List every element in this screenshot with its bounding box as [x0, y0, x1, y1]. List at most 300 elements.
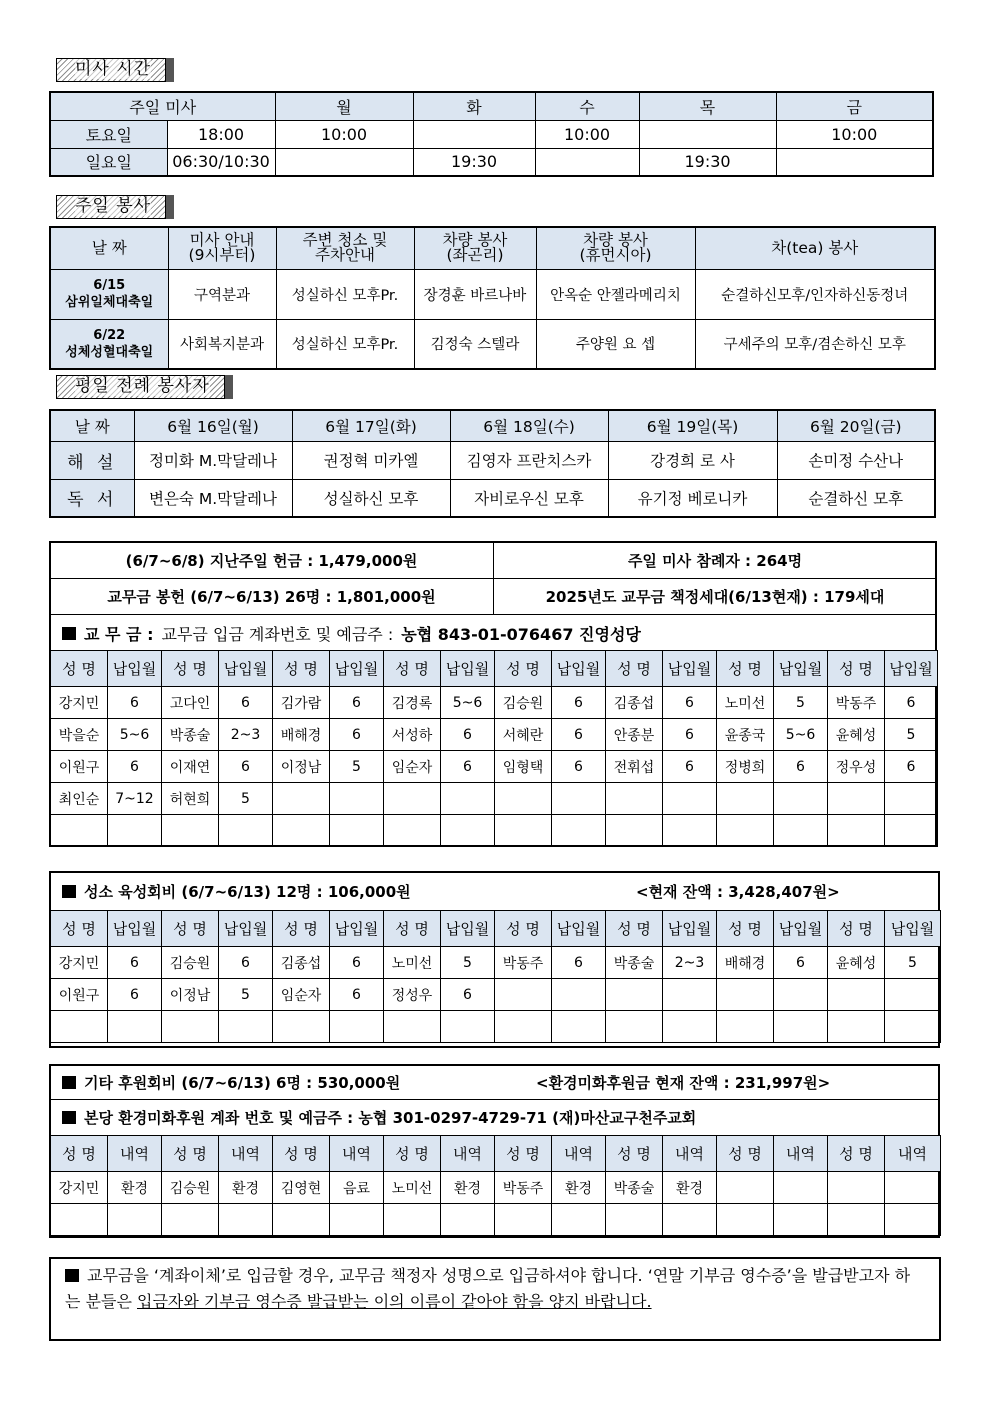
table-row	[51, 687, 938, 719]
other-name-cell	[495, 1204, 552, 1236]
tithe-name-cell	[606, 783, 663, 815]
tithe-header: 납입월	[108, 651, 162, 687]
mass-cell	[639, 120, 776, 148]
mass-cell	[535, 148, 639, 176]
tithe-name-cell: 정우성	[828, 751, 885, 783]
other-account-line: 본당 환경미화후원 계좌 번호 및 예금주 : 농협 301-0297-4729-71 (재)마산교구천주교회	[62, 1100, 696, 1135]
tithe-name-cell	[828, 783, 885, 815]
tithe-name-cell	[828, 815, 885, 847]
service-cell: 순결하신모후/인자하신동정녀	[695, 269, 935, 319]
square-bullet-icon	[62, 885, 76, 898]
tithe-name-cell	[273, 783, 330, 815]
weekday-role: 독 서	[50, 479, 134, 517]
other-table	[50, 1135, 941, 1236]
tithe-value-cell: 6	[330, 719, 384, 751]
tithe-header: 성 명	[51, 651, 108, 687]
other-header: 내역	[552, 1136, 606, 1172]
tithe-header: 성 명	[495, 651, 552, 687]
holy-header: 성 명	[273, 911, 330, 947]
tithe-header: 납입월	[441, 651, 495, 687]
service-cell: 성실하신 모후Pr.	[276, 319, 414, 369]
tithe-value-cell: 6	[219, 687, 273, 719]
tithe-name-cell: 이재연	[162, 751, 219, 783]
holy-name-cell: 김종섭	[273, 947, 330, 979]
holy-header: 납입월	[219, 911, 273, 947]
holy-name-cell	[51, 1011, 108, 1043]
tithe-name-cell	[495, 783, 552, 815]
tithe-value-cell	[885, 783, 938, 815]
other-value-cell: 환경	[663, 1172, 717, 1204]
other-header: 내역	[774, 1136, 828, 1172]
tithe-name-cell	[384, 783, 441, 815]
mass-cell	[413, 120, 535, 148]
weekday-header: 6월 19일(목)	[608, 410, 777, 441]
holy-value-cell: 6	[108, 947, 162, 979]
other-value-cell: 환경	[441, 1172, 495, 1204]
holy-value-cell	[885, 979, 941, 1011]
mass-row-label: 일요일	[50, 148, 167, 176]
tithe-header: 납입월	[885, 651, 938, 687]
tithe-name-cell: 박을순	[51, 719, 108, 751]
table-row	[51, 815, 938, 847]
holy-table	[50, 910, 941, 1043]
holy-value-cell	[552, 1011, 606, 1043]
tithe-value-cell	[441, 815, 495, 847]
other-name-cell	[717, 1172, 774, 1204]
holy-value-cell: 6	[441, 979, 495, 1011]
mass-time-table	[49, 91, 934, 177]
tithe-name-cell: 안종분	[606, 719, 663, 751]
weekday-service-title: 평일 전례 봉사자	[56, 375, 225, 399]
holy-header: 납입월	[441, 911, 495, 947]
tithe-value-cell	[330, 783, 384, 815]
table-row	[51, 979, 941, 1011]
table-row	[51, 1011, 941, 1043]
weekday-cell: 권정혁 미카엘	[292, 441, 450, 479]
notice-underlined-text: 입금자와 기부금 영수증 발급받는 이의 이름이 같아야 함을 양지 바랍니다.	[137, 1292, 652, 1311]
mass-row-label: 토요일	[50, 120, 167, 148]
tithe-value-cell	[219, 815, 273, 847]
tithe-name-cell: 서혜란	[495, 719, 552, 751]
household-count: 2025년도 교무금 책정세대(6/13현재) : 179세대	[493, 578, 937, 615]
weekday-header: 6월 20일(금)	[777, 410, 935, 441]
holy-name-cell: 박동주	[495, 947, 552, 979]
holy-title-line: 성소 육성회비 (6/7~6/13) 12명 : 106,000원	[62, 873, 411, 909]
holy-name-cell: 배해경	[717, 947, 774, 979]
mass-cell: 10:00	[275, 120, 413, 148]
tithe-name-cell	[384, 815, 441, 847]
notice-box	[49, 1257, 941, 1341]
tithe-name-cell: 김경록	[384, 687, 441, 719]
table-row	[51, 751, 938, 783]
holy-value-cell	[552, 979, 606, 1011]
service-header: 주변 청소 및 주차안내	[276, 227, 414, 269]
holy-header: 성 명	[606, 911, 663, 947]
mass-cell: 18:00	[167, 120, 275, 148]
table-row	[51, 1172, 941, 1204]
other-header: 성 명	[606, 1136, 663, 1172]
tithe-value-cell: 2~3	[219, 719, 273, 751]
weekday-header: 6월 16일(월)	[134, 410, 292, 441]
tithe-name-cell: 이원구	[51, 751, 108, 783]
holy-name-cell: 김승원	[162, 947, 219, 979]
weekday-role: 해 설	[50, 441, 134, 479]
attendance-summary: 주일 미사 참례자 : 264명	[493, 541, 937, 579]
other-value-cell	[774, 1172, 828, 1204]
tithe-value-cell	[774, 815, 828, 847]
other-value-cell	[663, 1204, 717, 1236]
tithe-name-cell: 이정남	[273, 751, 330, 783]
holy-header: 납입월	[885, 911, 941, 947]
holy-header: 납입월	[663, 911, 717, 947]
holy-value-cell: 2~3	[663, 947, 717, 979]
tithe-header: 성 명	[384, 651, 441, 687]
tithe-value-cell: 5~6	[441, 687, 495, 719]
holy-name-cell: 강지민	[51, 947, 108, 979]
tithe-name-cell	[606, 815, 663, 847]
table-row	[51, 1204, 941, 1236]
holy-header: 납입월	[552, 911, 606, 947]
tithe-name-cell: 김승원	[495, 687, 552, 719]
tithe-table	[50, 650, 938, 847]
holy-value-cell	[663, 1011, 717, 1043]
other-name-cell	[384, 1204, 441, 1236]
tithe-value-cell: 6	[774, 751, 828, 783]
tithe-name-cell	[495, 815, 552, 847]
tithe-header: 납입월	[219, 651, 273, 687]
mass-cell: 19:30	[639, 148, 776, 176]
holy-header: 성 명	[717, 911, 774, 947]
other-header: 성 명	[51, 1136, 108, 1172]
holy-value-cell	[219, 1011, 273, 1043]
other-value-cell	[441, 1204, 495, 1236]
other-header: 성 명	[828, 1136, 885, 1172]
service-cell: 사회복지분과	[168, 319, 276, 369]
other-name-cell	[717, 1204, 774, 1236]
holy-value-cell: 5	[885, 947, 941, 979]
holy-name-cell	[495, 979, 552, 1011]
other-name-cell: 강지민	[51, 1172, 108, 1204]
service-header: 미사 안내 (9시부터)	[168, 227, 276, 269]
other-value-cell: 환경	[108, 1172, 162, 1204]
tithe-header: 납입월	[552, 651, 606, 687]
tithe-value-cell	[663, 783, 717, 815]
other-header: 내역	[441, 1136, 495, 1172]
holy-value-cell	[663, 979, 717, 1011]
tithe-value-cell	[108, 815, 162, 847]
other-name-cell	[606, 1204, 663, 1236]
tithe-value-cell	[774, 783, 828, 815]
holy-value-cell: 6	[552, 947, 606, 979]
tithe-value-cell: 6	[108, 687, 162, 719]
tithe-value-cell: 5~6	[774, 719, 828, 751]
tithe-name-cell: 강지민	[51, 687, 108, 719]
tithe-name-cell: 윤종국	[717, 719, 774, 751]
other-name-cell: 박동주	[495, 1172, 552, 1204]
tithe-value-cell	[663, 815, 717, 847]
holy-name-cell: 노미선	[384, 947, 441, 979]
tithe-header: 성 명	[717, 651, 774, 687]
holy-name-cell	[717, 1011, 774, 1043]
tithe-value-cell: 6	[108, 751, 162, 783]
service-cell: 장경훈 바르나바	[414, 269, 536, 319]
tithe-name-cell: 고다인	[162, 687, 219, 719]
mass-section-title: 미사 시간	[56, 58, 166, 82]
tithe-value-cell	[330, 815, 384, 847]
holy-value-cell	[441, 1011, 495, 1043]
tithe-name-cell: 임순자	[384, 751, 441, 783]
other-value-cell	[108, 1204, 162, 1236]
tithe-name-cell: 김가람	[273, 687, 330, 719]
other-header: 성 명	[273, 1136, 330, 1172]
tithe-value-cell: 6	[330, 687, 384, 719]
mass-cell	[776, 148, 933, 176]
other-balance: <환경미화후원금 현재 잔액 : 231,997원>	[536, 1074, 831, 1092]
mass-cell	[275, 148, 413, 176]
weekday-cell: 정미화 M.막달레나	[134, 441, 292, 479]
holy-value-cell	[774, 1011, 828, 1043]
other-name-cell	[162, 1204, 219, 1236]
tithe-value-cell: 6	[885, 751, 938, 783]
tithe-name-cell: 박종술	[162, 719, 219, 751]
tithe-name-cell	[717, 783, 774, 815]
service-cell: 구세주의 모후/겸손하신 모후	[695, 319, 935, 369]
other-value-cell	[552, 1204, 606, 1236]
holy-header: 납입월	[330, 911, 384, 947]
tithe-value-cell: 6	[552, 719, 606, 751]
other-value-cell	[330, 1204, 384, 1236]
other-value-cell: 음료	[330, 1172, 384, 1204]
square-bullet-icon	[62, 627, 76, 640]
tithe-value-cell	[885, 815, 938, 847]
tithe-name-cell: 배해경	[273, 719, 330, 751]
holy-name-cell	[384, 1011, 441, 1043]
weekday-cell: 김영자 프란치스카	[450, 441, 608, 479]
other-header: 내역	[219, 1136, 273, 1172]
holy-value-cell: 5	[441, 947, 495, 979]
weekday-header: 날 짜	[50, 410, 134, 441]
tithe-name-cell: 김종섭	[606, 687, 663, 719]
service-header: 날 짜	[50, 227, 168, 269]
weekday-cell: 강경희 로 사	[608, 441, 777, 479]
tithe-header: 성 명	[273, 651, 330, 687]
table-row	[51, 783, 938, 815]
weekday-cell: 손미정 수산나	[777, 441, 935, 479]
other-value-cell	[774, 1204, 828, 1236]
tithe-header: 성 명	[828, 651, 885, 687]
other-name-cell: 김승원	[162, 1172, 219, 1204]
tithe-header: 납입월	[330, 651, 384, 687]
other-name-cell	[828, 1172, 885, 1204]
service-header: 차(tea) 봉사	[695, 227, 935, 269]
weekday-cell: 순결하신 모후	[777, 479, 935, 517]
tithe-name-cell: 임형택	[495, 751, 552, 783]
offering-summary: (6/7~6/8) 지난주일 헌금 : 1,479,000원	[49, 541, 494, 579]
tithe-value-cell: 6	[219, 751, 273, 783]
service-cell: 구역분과	[168, 269, 276, 319]
tithe-value-cell: 5~6	[108, 719, 162, 751]
holy-header: 성 명	[495, 911, 552, 947]
service-cell: 안옥순 안젤라메리치	[536, 269, 695, 319]
holy-value-cell: 6	[774, 947, 828, 979]
tithe-value-cell	[441, 783, 495, 815]
other-header: 성 명	[717, 1136, 774, 1172]
mass-header: 화	[413, 92, 535, 120]
holy-name-cell: 임순자	[273, 979, 330, 1011]
tithe-name-cell: 허현희	[162, 783, 219, 815]
other-header: 내역	[108, 1136, 162, 1172]
tithe-value-cell: 6	[441, 719, 495, 751]
other-name-cell: 박종술	[606, 1172, 663, 1204]
other-name-cell: 노미선	[384, 1172, 441, 1204]
tithe-name-cell: 윤혜성	[828, 719, 885, 751]
other-header: 성 명	[384, 1136, 441, 1172]
holy-value-cell: 6	[108, 979, 162, 1011]
other-value-cell: 환경	[219, 1172, 273, 1204]
service-cell: 주양원 요 셉	[536, 319, 695, 369]
tithe-value-cell: 5	[219, 783, 273, 815]
weekday-header: 6월 18일(수)	[450, 410, 608, 441]
tithe-value-cell: 6	[552, 687, 606, 719]
holy-name-cell	[162, 1011, 219, 1043]
holy-header: 성 명	[384, 911, 441, 947]
holy-value-cell	[108, 1011, 162, 1043]
holy-value-cell	[774, 979, 828, 1011]
tithe-value-cell: 6	[552, 751, 606, 783]
tithe-header: 납입월	[774, 651, 828, 687]
holy-name-cell: 이원구	[51, 979, 108, 1011]
tithe-value-cell: 6	[663, 687, 717, 719]
tithe-value-cell: 7~12	[108, 783, 162, 815]
mass-cell: 19:30	[413, 148, 535, 176]
mass-cell: 10:00	[776, 120, 933, 148]
weekday-cell: 변은숙 M.막달레나	[134, 479, 292, 517]
tithe-name-cell	[717, 815, 774, 847]
mass-header: 수	[535, 92, 639, 120]
tithe-name-cell: 정병희	[717, 751, 774, 783]
weekday-header: 6월 17일(화)	[292, 410, 450, 441]
square-bullet-icon	[65, 1269, 79, 1282]
tithe-name-cell: 노미선	[717, 687, 774, 719]
tithe-value-cell	[552, 783, 606, 815]
mass-header: 주일 미사	[50, 92, 275, 120]
holy-name-cell	[828, 979, 885, 1011]
tithe-value-cell: 6	[663, 719, 717, 751]
holy-name-cell: 이정남	[162, 979, 219, 1011]
table-row	[51, 719, 938, 751]
mass-header: 금	[776, 92, 933, 120]
tithe-value-cell: 6	[885, 687, 938, 719]
square-bullet-icon	[62, 1076, 76, 1089]
weekday-service-table	[49, 409, 936, 518]
other-header: 내역	[663, 1136, 717, 1172]
tithe-name-cell	[51, 815, 108, 847]
holy-header: 성 명	[828, 911, 885, 947]
tithe-value-cell: 5	[330, 751, 384, 783]
tithe-total: 교무금 봉헌 (6/7~6/13) 26명 : 1,801,000원	[49, 578, 494, 615]
other-value-cell	[219, 1204, 273, 1236]
holy-value-cell: 6	[330, 979, 384, 1011]
tithe-value-cell: 6	[663, 751, 717, 783]
other-header: 성 명	[162, 1136, 219, 1172]
tithe-name-cell	[162, 815, 219, 847]
notice-text: 교무금을 ‘계좌이체’로 입금할 경우, 교무금 책정자 성명으로 입금하셔야 합니다. ‘연말 기부금 영수증’을 발급받고자 하는 분들은	[65, 1266, 911, 1311]
other-name-cell	[273, 1204, 330, 1236]
mass-header: 목	[639, 92, 776, 120]
tithe-account-line: 교 무 금 : 교무금 입금 계좌번호 및 예금주 : 농협 843-01-076467 진영성당	[62, 616, 641, 650]
holy-name-cell	[606, 1011, 663, 1043]
service-header: 차량 봉사 (휴먼시아)	[536, 227, 695, 269]
tithe-header: 납입월	[663, 651, 717, 687]
holy-name-cell	[828, 1011, 885, 1043]
service-cell: 김정숙 스텔라	[414, 319, 536, 369]
sunday-service-table	[49, 226, 936, 370]
other-value-cell	[885, 1204, 941, 1236]
tithe-value-cell	[552, 815, 606, 847]
holy-value-cell: 5	[219, 979, 273, 1011]
other-header: 성 명	[495, 1136, 552, 1172]
square-bullet-icon	[62, 1111, 76, 1124]
holy-header: 납입월	[774, 911, 828, 947]
sunday-service-title: 주일 봉사	[56, 195, 166, 219]
mass-header: 월	[275, 92, 413, 120]
holy-name-cell	[717, 979, 774, 1011]
holy-header: 성 명	[162, 911, 219, 947]
tithe-value-cell: 6	[441, 751, 495, 783]
other-header: 내역	[330, 1136, 384, 1172]
tithe-header: 성 명	[606, 651, 663, 687]
holy-header: 납입월	[108, 911, 162, 947]
tithe-name-cell: 서성하	[384, 719, 441, 751]
holy-name-cell	[606, 979, 663, 1011]
tithe-name-cell: 최인순	[51, 783, 108, 815]
tithe-value-cell: 5	[885, 719, 938, 751]
other-name-cell: 김영현	[273, 1172, 330, 1204]
holy-name-cell: 윤혜성	[828, 947, 885, 979]
weekday-cell: 유기정 베로니카	[608, 479, 777, 517]
other-value-cell	[885, 1172, 941, 1204]
weekday-cell: 성실하신 모후	[292, 479, 450, 517]
tithe-name-cell: 박동주	[828, 687, 885, 719]
table-row	[51, 947, 941, 979]
mass-cell: 06:30/10:30	[167, 148, 275, 176]
other-header: 내역	[885, 1136, 941, 1172]
tithe-value-cell: 5	[774, 687, 828, 719]
holy-name-cell: 박종술	[606, 947, 663, 979]
holy-balance: <현재 잔액 : 3,428,407원>	[636, 882, 840, 901]
holy-name-cell	[495, 1011, 552, 1043]
service-cell: 성실하신 모후Pr.	[276, 269, 414, 319]
tithe-header: 성 명	[162, 651, 219, 687]
holy-value-cell	[885, 1011, 941, 1043]
holy-value-cell: 6	[330, 947, 384, 979]
holy-name-cell: 정성우	[384, 979, 441, 1011]
mass-cell: 10:00	[535, 120, 639, 148]
service-header: 차량 봉사 (좌곤리)	[414, 227, 536, 269]
other-value-cell: 환경	[552, 1172, 606, 1204]
other-name-cell	[828, 1204, 885, 1236]
tithe-name-cell	[273, 815, 330, 847]
service-date: 6/15 삼위일체대축일	[50, 269, 168, 319]
holy-value-cell	[330, 1011, 384, 1043]
service-date: 6/22 성체성혈대축일	[50, 319, 168, 369]
weekday-cell: 자비로우신 모후	[450, 479, 608, 517]
holy-name-cell	[273, 1011, 330, 1043]
holy-header: 성 명	[51, 911, 108, 947]
other-title-line: 기타 후원회비 (6/7~6/13) 6명 : 530,000원	[62, 1066, 400, 1099]
tithe-name-cell: 전휘섭	[606, 751, 663, 783]
other-name-cell	[51, 1204, 108, 1236]
